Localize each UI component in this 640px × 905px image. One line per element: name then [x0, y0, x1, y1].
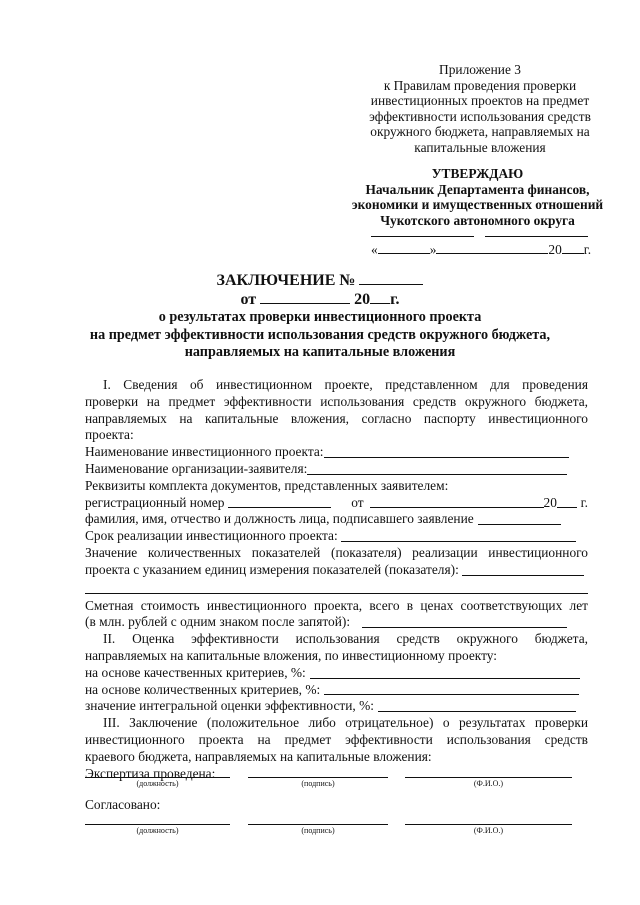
fio-field[interactable] [478, 511, 561, 525]
term-row: Срок реализации инвестиционного проекта: [85, 528, 588, 545]
term-field[interactable] [341, 528, 576, 542]
expertise-fio-line[interactable] [405, 777, 572, 778]
approve-date: « » 20 г. [371, 242, 592, 257]
section1-para: направляемых на капитальные вложения, согласно паспорту инвестиционного [85, 410, 588, 426]
approve-line: Начальник Департамента финансов, [365, 181, 590, 197]
agreed-signature-line[interactable] [248, 824, 388, 825]
fio-row: фамилия, имя, отчество и должность лица, подписавшего заявление [85, 511, 588, 528]
approve-block [345, 166, 610, 228]
section1 [85, 377, 588, 782]
appendix-line: Приложение 3 [439, 62, 521, 77]
section1-para: I. Сведения об инвестиционном проекте, представленном для проведения [103, 377, 588, 392]
quant-row: на основе количественных критериев, %: [85, 682, 588, 699]
appendix-line: эффективности использования средств [369, 108, 591, 124]
integral-row: значение интегральной оценки эффективности, %: [85, 698, 588, 715]
qty-line: Значение количественных показателей (показателя) реализации инвестиционного [85, 544, 588, 560]
approve-signature-line[interactable] [371, 236, 474, 237]
conclusion-title: ЗАКЛЮЧЕНИЕ № [0, 272, 640, 290]
section2-para: направляемых на капитальные вложения, по инвестиционному проекту: [85, 647, 498, 663]
docs-label: Реквизиты комплекта документов, представленных заявителем: [85, 477, 449, 493]
section2-para: II. Оценка эффективности использования средств окружного бюджета, [103, 631, 588, 647]
org-name-row: Наименование организации-заявителя: [85, 461, 588, 478]
appendix-block [360, 62, 600, 156]
cost-line: Сметная стоимость инвестиционного проекта, всего в ценах соответствующих лет [85, 597, 588, 613]
qual-field[interactable] [310, 665, 580, 679]
caption-position: (должность) [136, 779, 179, 788]
cost-row: (в млн. рублей с одним знаком после запятой): [85, 614, 588, 631]
agreed-position-line[interactable] [85, 824, 230, 825]
expertise-signature-line[interactable] [248, 777, 388, 778]
qty-row: проекта с указанием единиц измерения показателей (показателя): [85, 562, 588, 579]
reg-date-field[interactable] [370, 495, 544, 509]
qual-row: на основе качественных критериев, %: [85, 665, 588, 682]
reg-row: регистрационный номер от 20 г. [85, 494, 588, 510]
caption-fio: (Ф.И.О.) [473, 779, 504, 788]
caption-signature: (подпись) [301, 826, 335, 835]
section1-para: проверки на предмет эффективности использования средств окружного бюджета, [85, 393, 588, 409]
quant-field[interactable] [324, 682, 579, 696]
conclusion-date: от 20 г. [240, 291, 400, 308]
approve-name-line[interactable] [485, 236, 588, 237]
caption-fio: (Ф.И.О.) [473, 826, 504, 835]
integral-field[interactable] [378, 698, 576, 712]
qty-field[interactable] [462, 562, 584, 576]
reg-year-field[interactable] [557, 495, 577, 509]
expertise-label: Экспертиза проведена: [85, 765, 216, 781]
approve-line: Чукотского автономного округа [380, 212, 575, 228]
approve-title: УТВЕРЖДАЮ [431, 166, 524, 181]
caption-position: (должность) [136, 826, 179, 835]
agreed-fio-line[interactable] [405, 824, 572, 825]
section3-para: краевого бюджета, направляемых на капитальные вложения: [85, 748, 432, 764]
section3-para: инвестиционного проекта на предмет эффективности использования средств [85, 731, 588, 747]
appendix-line: инвестиционных проектов на предмет [370, 93, 590, 109]
org-name-field[interactable] [307, 461, 567, 475]
conclusion-subtitle: о результатах проверки инвестиционного проекта на предмет эффективности использования средств окружного бюджета, направляемых на капитальные вложения [89, 309, 551, 360]
approve-line: экономики и имущественных отношений [351, 197, 604, 213]
cost-field[interactable] [362, 614, 567, 628]
caption-signature: (подпись) [301, 779, 335, 788]
expertise-position-line[interactable] [85, 777, 230, 778]
appendix-line: капитальные вложения [414, 139, 546, 155]
qty-field-2[interactable] [85, 579, 588, 594]
section3-para: III. Заключение (положительное либо отрицательное) о результатах проверки [103, 715, 588, 731]
section1-para: проекта: [85, 427, 134, 443]
project-name-row: Наименование инвестиционного проекта: [85, 444, 588, 461]
agreed-label: Согласовано: [85, 797, 161, 812]
reg-number-field[interactable] [228, 495, 331, 509]
appendix-line: к Правилам проведения проверки [383, 77, 577, 93]
project-name-field[interactable] [324, 444, 569, 458]
appendix-line: окружного бюджета, направляемых на [370, 124, 590, 140]
